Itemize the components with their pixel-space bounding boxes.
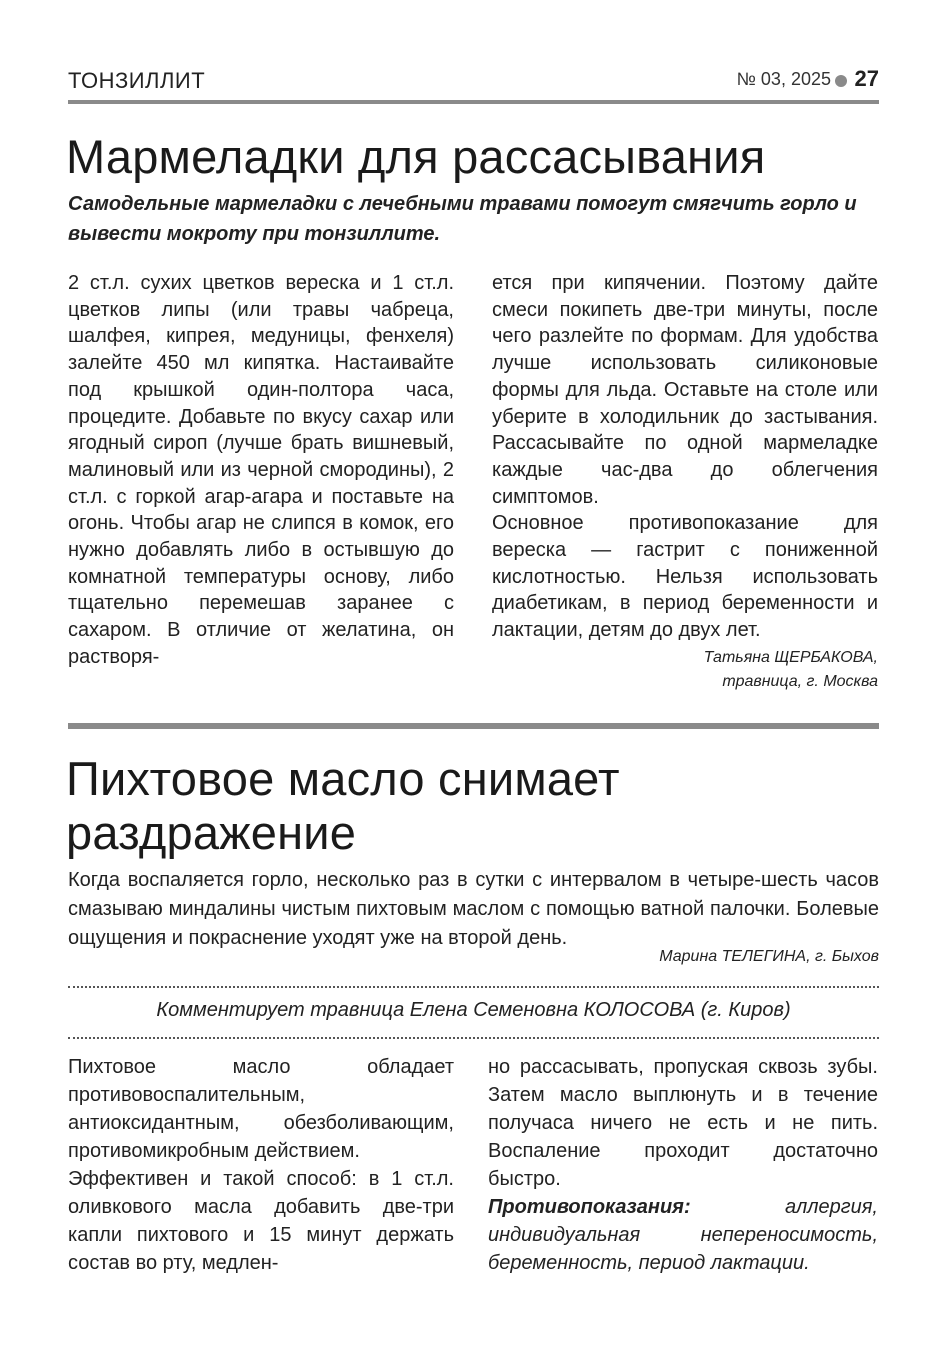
article2-col1-paragraph-1: Пихтовое масло обладает противовоспалительным, антиоксидантным, обезболивающим, противомикробным действием.: [68, 1056, 454, 1162]
section-name: ТОНЗИЛЛИТ: [68, 68, 206, 93]
article1-col2-paragraph-1: ется при кипячении. Поэтому дайте смеси покипеть две-три минуты, после чего разлейте по формам. Для удобства лучше использовать силиконовые формы для льда. Оставьте на столе или уберите в холодильник до застывания. Рассасывайте по одной мармеладке каждые час-два до облегчения симптомов.: [492, 272, 878, 508]
article2-column-2: [488, 1053, 878, 1277]
issue-number: № 03, 2025: [736, 69, 831, 89]
article1-column-1: [68, 270, 454, 671]
expert-comment-heading: Комментирует травница Елена Семеновна КОЛОСОВА (г. Киров): [156, 999, 791, 1021]
page-header: [68, 66, 879, 104]
article2-column-1: [68, 1053, 454, 1277]
contraindications-label: Противопоказания:: [488, 1196, 691, 1218]
article1-lead: Самодельные мармеладки с лечебными травами помогут смягчить горло и вывести мокроту при тонзиллите.: [68, 193, 857, 245]
page-number: 27: [854, 66, 879, 91]
dotted-divider-bottom: [68, 1037, 879, 1039]
article1-title: Мармеладки для рассасывания: [66, 130, 766, 183]
bullet-dot-icon: [835, 75, 847, 87]
article1-column-2: [492, 270, 878, 693]
contraindications-text: аллергия, индивидуальная непереносимость, беременность, период лактации.: [488, 1196, 878, 1274]
article1-col2-paragraph-2: Основное противопоказание для вереска — гастрит с пониженной кислотностью. Нельзя использовать диабетикам, в период беременности и лактации, детям до двух лет.: [492, 512, 878, 642]
article2-intro-author: Марина ТЕЛЕГИНА, г. Быхов: [659, 948, 879, 965]
section-divider: [68, 723, 879, 729]
article2-col1-paragraph-2: Эффективен и такой способ: в 1 ст.л. оливкового масла добавить две-три капли пихтового и 15 минут держать состав во рту, медлен-: [68, 1168, 454, 1274]
article1-col1-text: 2 ст.л. сухих цветков вереска и 1 ст.л. цветков липы (или травы чабреца, шалфея, кипрея, медуницы, фенхеля) залейте 450 мл кипятка. Настаивайте под крышкой один-полтора часа, процедите. Добавьте по вкусу сахар или ягодный сироп (лучше брать вишневый, малиновый или из черной смородины), 2 ст.л. с горкой агар-агара и поставьте на огонь. Чтобы агар не слипся в комок, его нужно добавлять либо в остывшую до комнатной температуры основу, либо тщательно перемешав заранее с сахаром. В отличие от желатина, он растворя-: [68, 272, 454, 668]
article2-title-line-1: Пихтовое масло снимает: [66, 752, 620, 805]
article2-contraindications: [488, 1193, 878, 1277]
article2-intro: Когда воспаляется горло, несколько раз в сутки с интервалом в четыре-шесть часов смазываю миндалины чистым пихтовым маслом с помощью ватной палочки. Болевые ощущения и покраснение уходят уже на второй день.: [68, 869, 879, 949]
dotted-divider-top: [68, 986, 879, 988]
article2-title-line-2: раздражение: [66, 806, 357, 859]
article1-author-role: травница, г. Москва: [722, 672, 878, 690]
article2-col2-paragraph-1: но рассасывать, пропуская сквозь зубы. Затем масло выплюнуть и в течение получаса ничего не есть и не пить. Воспаление проходит достаточно быстро.: [488, 1056, 878, 1190]
article1-author-name: Татьяна ЩЕРБАКОВА,: [703, 648, 878, 666]
